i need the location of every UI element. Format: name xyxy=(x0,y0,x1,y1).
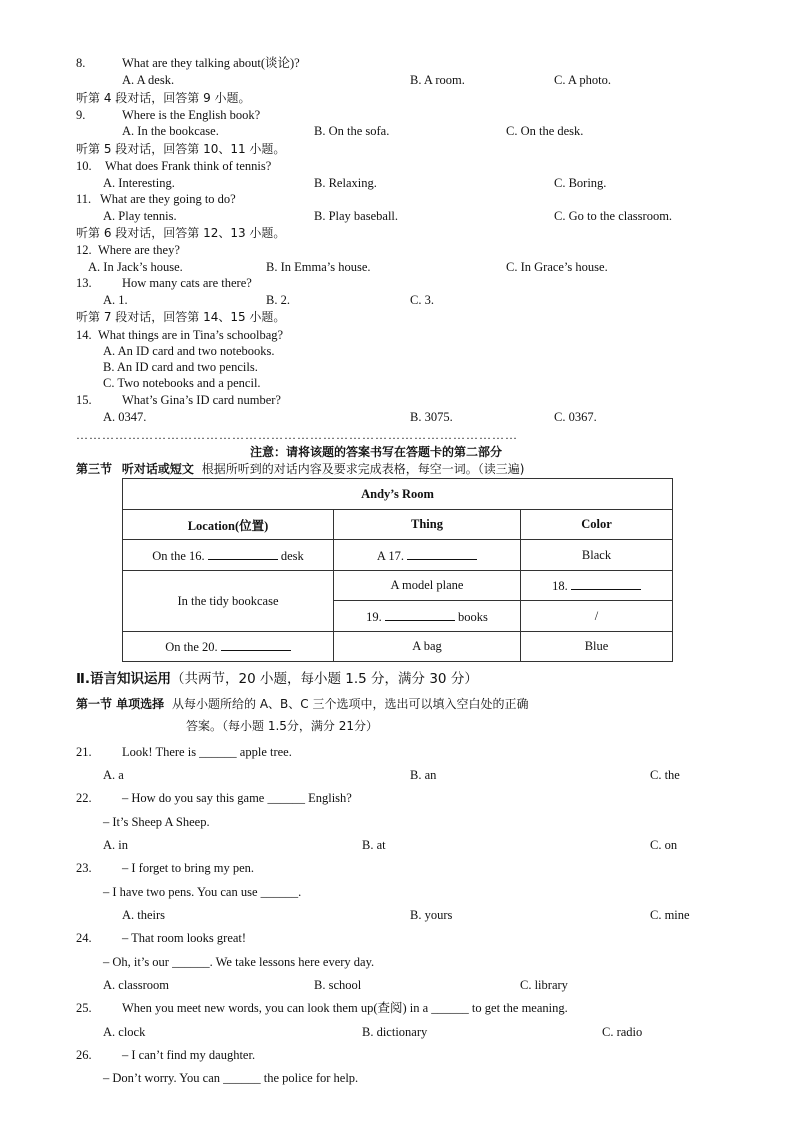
q8-question: What are they talking about(谈论)? xyxy=(122,56,300,70)
q21-number: 21. xyxy=(76,745,92,759)
q21-option-b: B. an xyxy=(410,768,437,782)
header-location: Location(位置) xyxy=(123,510,334,540)
q24-option-a: A. classroom xyxy=(103,978,169,992)
row3-thing-suffix: books xyxy=(458,609,488,624)
section-instruction-7: 听第 7 段对话，回答第 14、15 小题。 xyxy=(76,310,286,324)
q25-option-b: B. dictionary xyxy=(362,1025,428,1039)
q24-number: 24. xyxy=(76,931,92,945)
q9-number: 9. xyxy=(76,108,86,122)
q22-option-c: C. on xyxy=(650,838,678,852)
q8-option-c: C. A photo. xyxy=(554,73,611,87)
q15-option-a: A. 0347. xyxy=(103,410,147,424)
row4-color: Blue xyxy=(521,632,673,662)
blank-19[interactable] xyxy=(385,608,455,621)
q9-option-b: B. On the sofa. xyxy=(314,124,390,138)
q15-number: 15. xyxy=(76,393,92,407)
header-thing: Thing xyxy=(334,510,521,540)
section-3-heading xyxy=(76,461,524,477)
row4-thing: A bag xyxy=(334,632,521,662)
q23-option-b: B. yours xyxy=(410,908,453,922)
q9-option-c: C. On the desk. xyxy=(506,124,584,138)
row1-thing xyxy=(334,540,521,571)
part-2-section-1-heading xyxy=(76,696,528,712)
q12-question: Where are they? xyxy=(98,243,180,257)
row1-color: Black xyxy=(521,540,673,571)
q13-option-a: A. 1. xyxy=(103,293,128,307)
q13-number: 13. xyxy=(76,276,92,290)
q22-option-b: B. at xyxy=(362,838,386,852)
q11-option-b: B. Play baseball. xyxy=(314,209,399,223)
q14-number: 14. xyxy=(76,328,92,342)
q11-option-c: C. Go to the classroom. xyxy=(554,209,673,223)
q13-option-c: C. 3. xyxy=(410,293,434,307)
q14-option-b: B. An ID card and two pencils. xyxy=(103,360,258,374)
q21-option-c: C. the xyxy=(650,768,680,782)
row2-color xyxy=(521,571,673,601)
row1-location-suffix: desk xyxy=(280,548,304,563)
q24-reply: – Oh, it’s our ______. We take lessons here every day. xyxy=(103,955,375,969)
row3-thing xyxy=(334,601,521,632)
section-3-title: 听对话或短文 xyxy=(121,462,194,476)
q12-number: 12. xyxy=(76,243,92,257)
part-2-title: Ⅱ.语言知识运用 xyxy=(76,671,172,687)
dotted-separator: ………………………………………………………………………………………… xyxy=(76,428,518,442)
q10-option-a: A. Interesting. xyxy=(103,176,175,190)
blank-19-label: 19. xyxy=(366,609,382,624)
section-1-description: 从每小题所给的 A、B、C 三个选项中，选出可以填入空白处的正确 xyxy=(172,697,529,711)
blank-20-label: On the 20. xyxy=(165,640,218,654)
q8-number: 8. xyxy=(76,56,86,70)
q25-option-c: C. radio xyxy=(602,1025,643,1039)
q15-option-b: B. 3075. xyxy=(410,410,453,424)
q10-option-c: C. Boring. xyxy=(554,176,607,190)
q25-option-a: A. clock xyxy=(103,1025,146,1039)
q9-option-a: A. In the bookcase. xyxy=(122,124,219,138)
blank-16-label: On the 16. xyxy=(152,548,205,563)
q9-question: Where is the English book? xyxy=(122,108,261,122)
q15-question: What’s Gina’s ID card number? xyxy=(122,393,281,407)
q22-reply: – It’s Sheep A Sheep. xyxy=(103,815,210,829)
q13-option-b: B. 2. xyxy=(266,293,290,307)
q15-option-c: C. 0367. xyxy=(554,410,597,424)
q8-option-b: B. A room. xyxy=(410,73,465,87)
q25-question: When you meet new words, you can look them up(查阅) in a ______ to get the meaning. xyxy=(122,1001,568,1015)
section-1-description-line-2: 答案。（每小题 1.5分，满分 21分） xyxy=(186,719,378,733)
q26-number: 26. xyxy=(76,1048,92,1062)
row2-location: In the tidy bookcase xyxy=(123,571,334,632)
q26-reply: – Don’t worry. You can ______ the police for help. xyxy=(103,1071,359,1085)
section-instruction-5: 听第 5 段对话，回答第 10、11 小题。 xyxy=(76,142,286,156)
q12-option-b: B. In Emma’s house. xyxy=(266,260,371,274)
q23-option-a: A. theirs xyxy=(122,908,166,922)
row4-location xyxy=(123,632,334,662)
q14-option-a: A. An ID card and two notebooks. xyxy=(103,344,275,358)
q21-question: Look! There is ______ apple tree. xyxy=(122,745,292,759)
q22-number: 22. xyxy=(76,791,92,805)
row3-color: / xyxy=(521,601,673,632)
q12-option-a: A. In Jack’s house. xyxy=(88,260,183,274)
blank-20[interactable] xyxy=(221,638,291,651)
table-title: Andy’s Room xyxy=(123,479,673,510)
q24-option-c: C. library xyxy=(520,978,568,992)
section-3-label: 第三节 xyxy=(76,462,113,476)
section-1-label: 第一节 单项选择 xyxy=(76,697,165,711)
q26-question: – I can’t find my daughter. xyxy=(122,1048,256,1062)
q24-option-b: B. school xyxy=(314,978,362,992)
andys-room-table xyxy=(122,478,673,662)
q24-question: – That room looks great! xyxy=(122,931,247,945)
section-instruction-6: 听第 6 段对话，回答第 12、13 小题。 xyxy=(76,226,286,240)
blank-17-label: A 17. xyxy=(376,548,404,563)
q11-question: What are they going to do? xyxy=(100,192,236,206)
q13-question: How many cats are there? xyxy=(122,276,252,290)
q22-question: – How do you say this game ______ English? xyxy=(122,791,352,805)
q14-option-c: C. Two notebooks and a pencil. xyxy=(103,376,261,390)
section-3-description: 根据所听到的对话内容及要求完成表格，每空一词。（读三遍) xyxy=(201,462,525,476)
q23-reply: – I have two pens. You can use ______. xyxy=(103,885,302,899)
row2-thing: A model plane xyxy=(334,571,521,601)
q21-option-a: A. a xyxy=(103,768,124,782)
blank-16[interactable] xyxy=(208,547,278,560)
blank-17[interactable] xyxy=(407,547,477,560)
q14-question: What things are in Tina’s schoolbag? xyxy=(98,328,284,342)
q8-option-a: A. A desk. xyxy=(122,73,175,87)
q11-option-a: A. Play tennis. xyxy=(103,209,177,223)
blank-18[interactable] xyxy=(571,577,641,590)
q10-option-b: B. Relaxing. xyxy=(314,176,377,190)
q23-question: – I forget to bring my pen. xyxy=(122,861,255,875)
q23-option-c: C. mine xyxy=(650,908,690,922)
part-2-subtitle: （共两节，20 小题，每小题 1.5 分，满分 30 分） xyxy=(171,671,478,687)
q11-number: 11. xyxy=(76,192,92,206)
answer-sheet-notice: 注意：请将该题的答案书写在答题卡的第二部分 xyxy=(250,445,503,459)
q25-number: 25. xyxy=(76,1001,92,1015)
q22-option-a: A. in xyxy=(103,838,128,852)
q12-option-c: C. In Grace’s house. xyxy=(506,260,608,274)
section-instruction-4: 听第 4 段对话，回答第 9 小题。 xyxy=(76,91,251,105)
header-color: Color xyxy=(521,510,673,540)
q10-number: 10. xyxy=(76,159,92,173)
part-2-heading xyxy=(76,670,478,688)
q10-question: What does Frank think of tennis? xyxy=(105,159,272,173)
blank-18-label: 18. xyxy=(552,579,568,593)
row1-location xyxy=(123,540,334,571)
q23-number: 23. xyxy=(76,861,92,875)
